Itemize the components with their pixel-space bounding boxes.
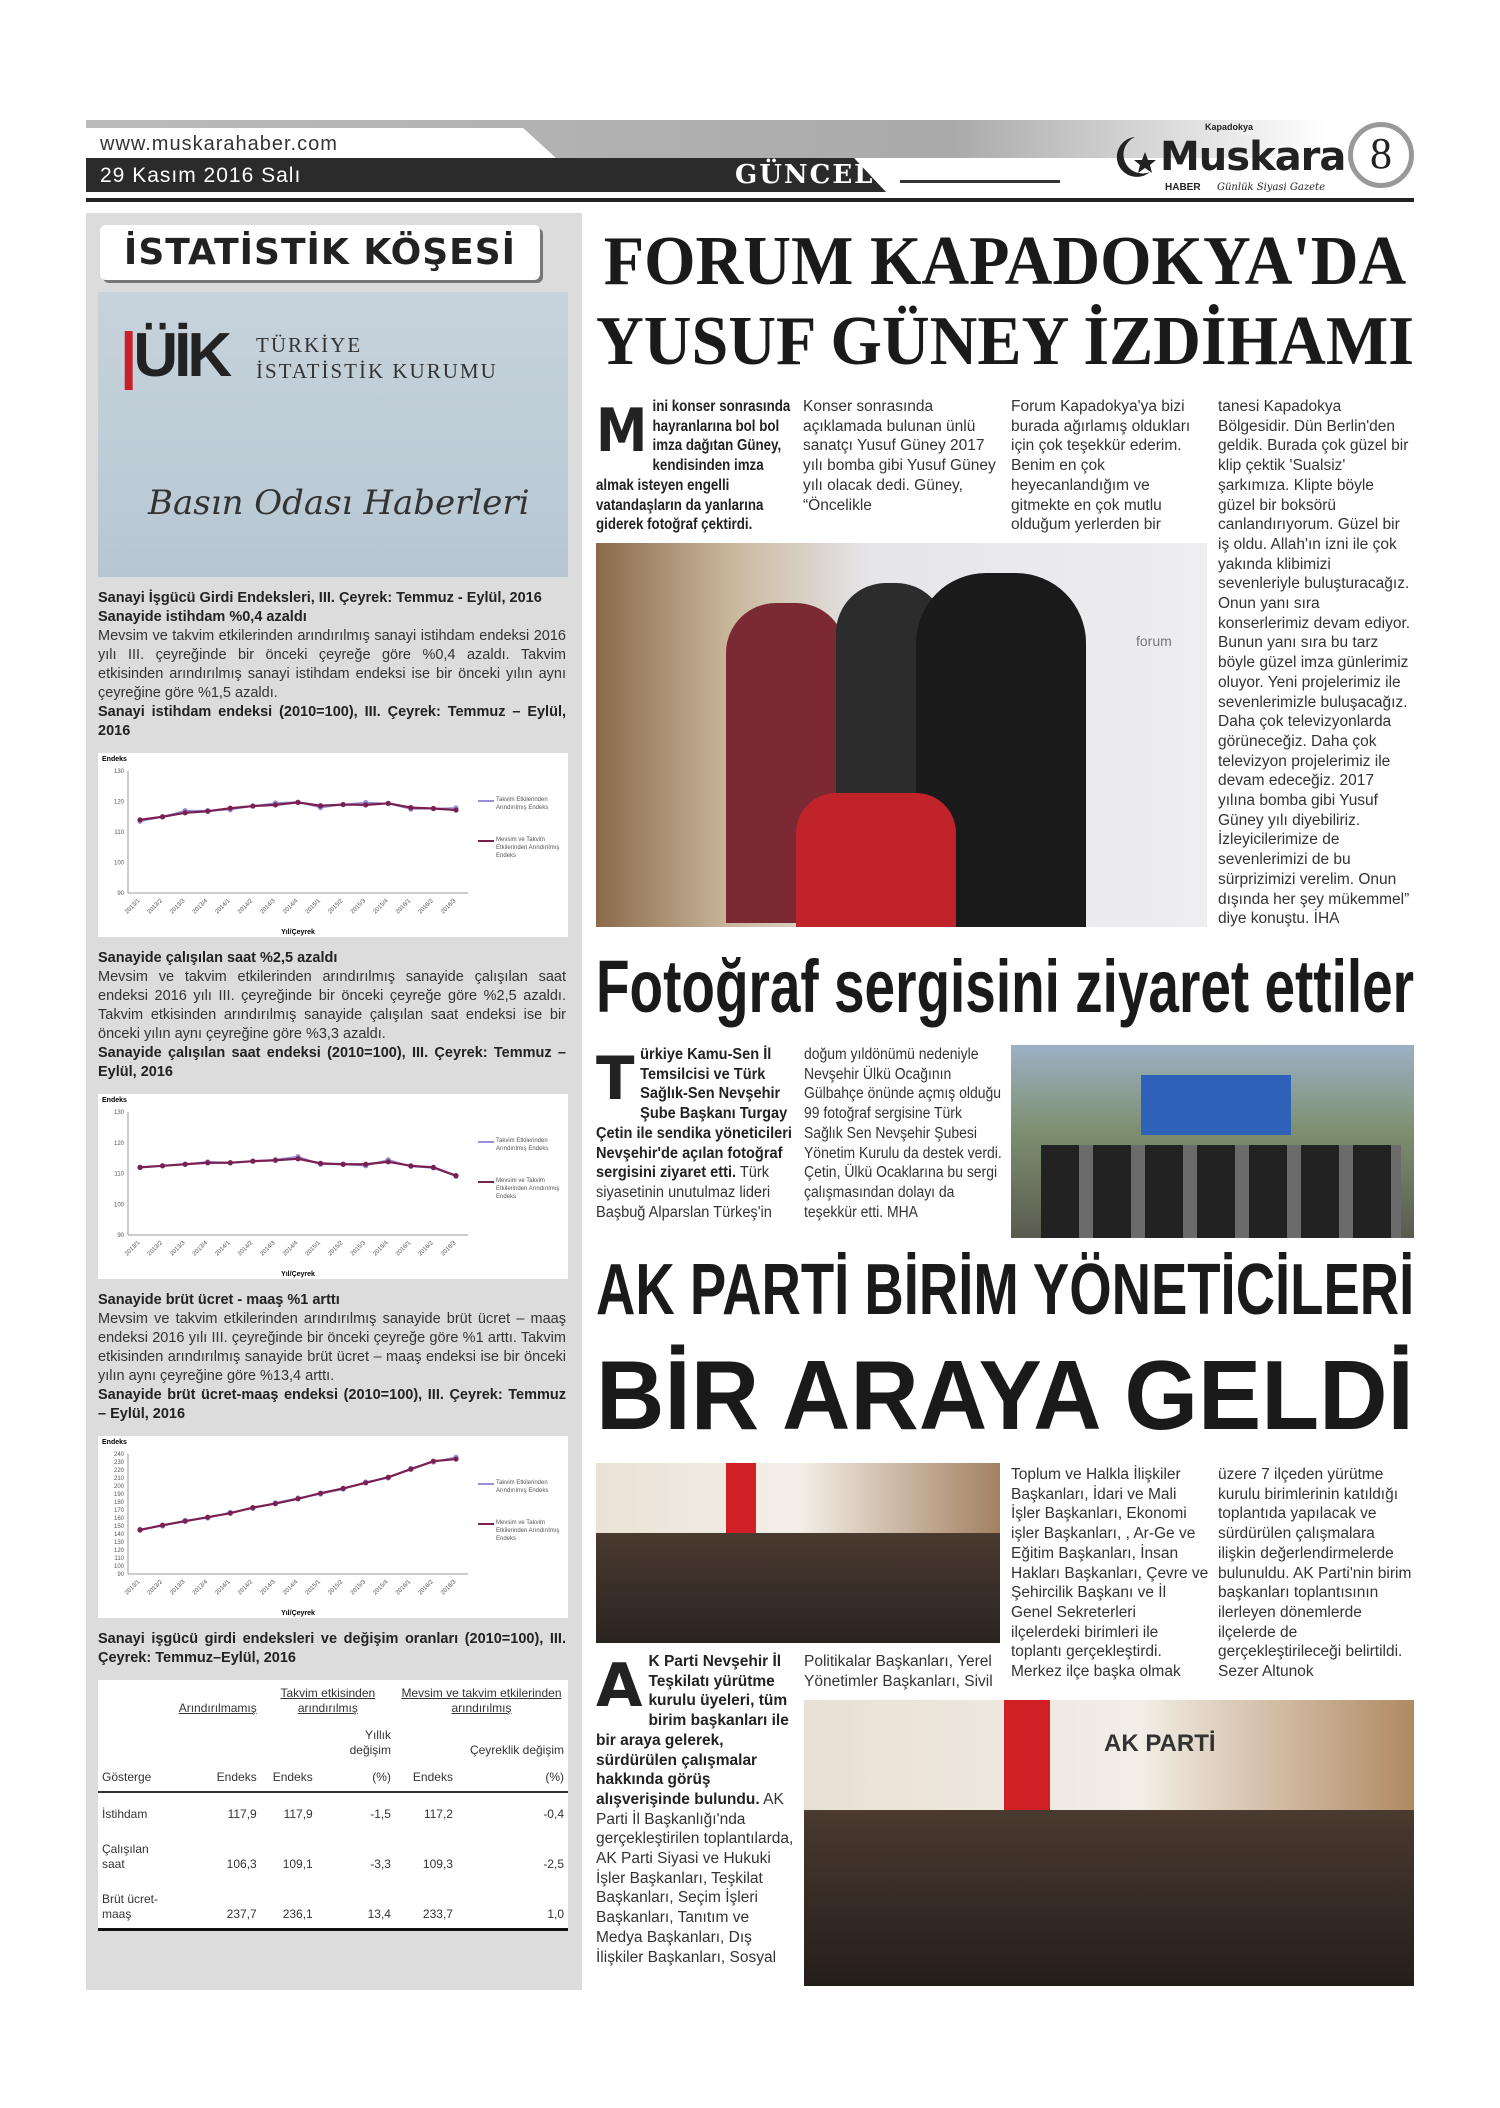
header-rule	[86, 198, 1414, 202]
data-point	[363, 1162, 368, 1167]
x-tick-label: 2016/2	[417, 1579, 435, 1597]
article2-col2: doğum yıldönümü nedeniyle Nevşehir Ülkü Ocağının Gülbahçe önünde açmış olduğu 99 fotoğraf sergisine Türk Sağlık Sen Nevşehir Şubesi Yönetim Kurulu da destek verdi. Çetin, Ülkü Ocaklarına bu sergi çalışmasından dolayı da teşekkür etti. MHA	[804, 1046, 1002, 1221]
x-tick-label: 2013/2	[146, 898, 164, 916]
x-tick-label: 2015/2	[327, 898, 345, 916]
tuik-banner: |ÜİK TÜRKİYE İSTATİSTİK KURUMU Basın Odası Haberleri	[98, 292, 568, 577]
legend-label: Mevsim ve Takvim Etkilerinden Arındırılmış Endeks	[496, 837, 560, 859]
y-tick-label: 100	[113, 1202, 124, 1209]
data-point	[431, 806, 436, 811]
data-point	[250, 1505, 255, 1510]
x-tick-label: 2013/4	[191, 898, 210, 916]
chart-wages	[98, 1436, 568, 1618]
website-url[interactable]: www.muskarahaber.com	[100, 133, 338, 155]
article1-col2: Konser sonrasında açıklamada bulunan ünlü sanatçı Yusuf Güney 2017 yılı bomba gibi Yusuf Güney yılı olacak dedi. Güney, “Öncelikle	[803, 398, 996, 514]
x-tick-label: 2013/3	[169, 1579, 187, 1597]
data-point	[453, 1173, 458, 1178]
x-tick-label: 2015/4	[372, 1579, 390, 1597]
x-tick-label: 2015/4	[372, 1240, 390, 1258]
data-point	[363, 1480, 368, 1485]
data-point	[183, 1519, 188, 1524]
headline-ak-parti-1: AK PARTİ BİRİM YÖNETİCİLERİ	[596, 1250, 1415, 1330]
table-cell: 117,9	[283, 1807, 313, 1821]
table-row	[98, 1878, 568, 1930]
chart-employment	[98, 753, 568, 937]
legend-label: Takvim Etkilerinden Arındırılmış Endeks	[496, 797, 549, 811]
table-cell: İstihdam	[102, 1807, 148, 1821]
article1-col4: tanesi Kapadokya Bölgesidir. Dün Berlin'den geldik. Burada çok güzel bir klip çektik 'Sualsiz' şarkımıza. Klipte böyle güzel bir boksörü canlandırıyorum. Güzel bir iş oldu. Allah'ın izni ile çok yakında klibimizi sevenleriyle buluşturacağız. Onun yanı sıra konserlerimiz devam ediyor. Bunun yanı sıra bu tarz böyle güzel imza günlerimiz oluyor. Yeni projelerimiz ile sevenlerimizle buluşacağız. Daha çok televizyonlarda görüneceğiz. Daha çok televizyon projelerimiz ile devam edeceğiz. 2017 yılına bomba gibi Yusuf Güney yılı diyebiliriz. İzleyicilerimize de sevenlerimizi de bu sürprizimizi verelim. Onun dışında her şey mükemmel” diye konuştu. İHA	[1218, 398, 1411, 928]
data-point	[295, 1156, 300, 1161]
x-tick-label: 2013/4	[191, 1579, 210, 1597]
y-tick-label: 200	[113, 1484, 124, 1490]
x-tick-label: 2015/1	[304, 1240, 322, 1258]
x-axis-label: Yıl/Çeyrek	[281, 1271, 315, 1278]
x-tick-label: 2013/2	[146, 1240, 164, 1258]
photo-exhibition-visit	[1011, 1045, 1414, 1238]
x-tick-label: 2015/2	[327, 1579, 345, 1597]
legend-label: Takvim Etkilerinden Arındırılmış Endeks	[496, 1138, 549, 1152]
headline-photo-exhibition: Fotoğraf sergisini ziyaret ettiler	[596, 945, 1415, 1028]
data-point	[386, 801, 391, 806]
table-cell: 13,4	[367, 1907, 391, 1921]
y-tick-label: 100	[113, 1564, 124, 1570]
data-point	[341, 802, 346, 807]
headline-ak-parti-2: BİR ARAYA GELDİ	[596, 1340, 1414, 1450]
statistics-column	[86, 213, 582, 1990]
table-cell: -1,5	[370, 1807, 391, 1821]
x-tick-label: 2014/2	[237, 1240, 255, 1258]
column-title: İSTATİSTİK KÖŞESİ	[100, 225, 540, 280]
data-point	[183, 810, 188, 815]
data-point	[137, 817, 142, 822]
data-point	[431, 1459, 436, 1464]
x-tick-label: 2013/4	[191, 1240, 210, 1258]
section-title: GÜNCEL	[735, 160, 875, 190]
x-tick-label: 2014/3	[259, 898, 277, 916]
article3-col2: Politikalar Başkanları, Yerel Yönetimler Başkanları, Sivil	[804, 1653, 993, 1690]
table-cell: 117,2	[423, 1807, 453, 1821]
x-tick-label: 2014/3	[259, 1579, 277, 1597]
x-tick-label: 2016/1	[395, 1579, 413, 1597]
article3-col3: Toplum ve Halkla İlişkiler Başkanları, İdari ve Mali İşler Başkanları, Ekonomi işler Başkanları, , Ar-Ge ve Eğitim Başkanları, İnsan Hakları Başkanları, Çevre ve Şehircilik Başkanı ve İl Genel Sekreterleri ilçelerdeki birimleri ile toplantı gerçekleştirdi. Merkez ilçe başka olmak	[1011, 1466, 1209, 1681]
table-row	[98, 1828, 568, 1878]
y-tick-label: 90	[117, 1572, 124, 1578]
table-cell: 109,1	[282, 1857, 313, 1871]
data-point	[318, 1491, 323, 1496]
data-point	[160, 1163, 165, 1168]
x-tick-label: 2014/1	[214, 1240, 232, 1258]
divider	[900, 180, 1060, 183]
data-point	[183, 1162, 188, 1167]
data-point	[250, 803, 255, 808]
data-point	[228, 1511, 233, 1516]
photo-sign: forum	[1136, 633, 1172, 649]
newspaper-logo: Kapadokya Muskara HABER Günlük Siyasi Gazete	[1105, 122, 1340, 196]
x-tick-label: 2015/2	[327, 1240, 345, 1258]
stats-table: Arındırılmamış Takvim etkisinden arındırılmış Mevsim ve takvim etkilerinden arındırılmış Yıllık değişim Çeyreklik değişim Gösterge Endeks Endeks (%) Endeks (%) İstihdam 117,9 117,9 -1,5 117,2 -0,4 Çalışılan saat 106,3 109,1 -3,3 109,3 -2,5 Brüt ücret-maaş 237,7 236,1 13,4 233,7 1,0	[98, 1680, 568, 1931]
table-cell: Çalışılan saat	[102, 1842, 149, 1871]
y-tick-label: 190	[113, 1492, 124, 1498]
x-tick-label: 2016/3	[440, 898, 458, 916]
y-tick-label: 90	[117, 1233, 124, 1239]
data-point	[363, 802, 368, 807]
table-cell: 106,3	[226, 1857, 257, 1871]
table-cell: -2,5	[543, 1857, 564, 1871]
data-point	[160, 1523, 165, 1528]
x-tick-label: 2013/1	[124, 1579, 142, 1597]
x-tick-label: 2015/3	[349, 898, 368, 916]
data-point	[453, 807, 458, 812]
y-tick-label: 120	[113, 1548, 124, 1554]
table-cell: 109,3	[422, 1857, 453, 1871]
y-tick-label: 130	[113, 769, 124, 775]
x-tick-label: 2013/2	[146, 1579, 164, 1597]
x-tick-label: 2014/1	[214, 898, 232, 916]
x-tick-label: 2013/1	[124, 1240, 142, 1258]
legend-label: Mevsim ve Takvim Etkilerinden Arındırılmış Endeks	[496, 1520, 560, 1542]
data-point	[408, 1163, 413, 1168]
article3-col1: A K Parti Nevşehir İl Teşkilatı yürütme kurulu üyeleri, tüm birim başkanları ile bir araya gelerek, sürdürülen çalışmalar hakkında görüş alışverişinde bulundu. AK Parti İl Başkanlığı'nda gerçekleştirilen toplantılarda, AK Parti Siyasi ve Hukuki İşler Başkanları, Teşkilat Başkanları, Seçim İşleri Başkanları, Tanıtım ve Medya Başkanları, Dış İlişkiler Başkanları, Sosyal	[596, 1651, 794, 1966]
table-row	[98, 1792, 568, 1828]
y-tick-label: 240	[113, 1452, 124, 1458]
data-point	[273, 1158, 278, 1163]
x-tick-label: 2014/4	[282, 898, 300, 916]
data-point	[228, 806, 233, 811]
data-point	[341, 1486, 346, 1491]
x-tick-label: 2014/1	[214, 1579, 232, 1597]
x-axis-label: Yıl/Çeyrek	[281, 1610, 315, 1617]
table-cell: -0,4	[543, 1807, 564, 1821]
data-point	[341, 1162, 346, 1167]
x-tick-label: 2015/3	[349, 1240, 368, 1258]
article2-col1: Türkiye Kamu-Sen İl Temsilcisi ve Türk Sağlık-Sen Nevşehir Şube Başkanı Turgay Çetin ile sendika yöneticileri Nevşehir'de açılan fotoğraf sergisini ziyaret etti. Türk siyasetinin unutulmaz lideri Başbuğ Alparslan Türkeş'in	[596, 1044, 792, 1221]
y-tick-label: 180	[113, 1500, 124, 1506]
y-tick-label: 120	[113, 799, 124, 806]
stat-block-3: Sanayide brüt ücret - maaş %1 arttı Mevsim ve takvim etkilerinden arındırılmış sanayide brüt ücret – maaş endeksi 2016 yılı III. çeyreğinde bir önceki çeyreğe göre %1 arttı. Takvim etkisinden arındırılmış sanayide brüt ücret – maaş endeksi ise bir önceki yılın aynı çeyreğine göre %13,4 arttı. Sanayide brüt ücret-maaş endeksi (2010=100), III. Çeyrek: Temmuz – Eylül, 2016	[98, 1292, 566, 1422]
y-axis-label: Endeks	[102, 1439, 127, 1446]
data-point	[318, 1161, 323, 1166]
legend-label: Mevsim ve Takvim Etkilerinden Arındırılmış Endeks	[496, 1178, 560, 1200]
y-tick-label: 110	[114, 830, 124, 836]
data-point	[295, 1496, 300, 1501]
data-point	[408, 1467, 413, 1472]
article3-col4: üzere 7 ilçeden yürütme kurulu birimlerinin katıldığı toplantıda yapılacak ve sürdürülen çalışmalara ilişkin değerlendirmelerde bulunuldu. AK Parti'nin birim başkanları toplantısının ilerleyen dönemlerde ilçelerde de gerçekleştirileceği belirtildi. Sezer Altunok	[1218, 1466, 1412, 1681]
x-tick-label: 2016/3	[440, 1579, 458, 1597]
table-cell: 1,0	[547, 1907, 564, 1921]
y-tick-label: 90	[117, 891, 124, 897]
table-cell: 117,9	[227, 1807, 257, 1821]
y-axis-label: Endeks	[102, 756, 127, 763]
y-tick-label: 170	[113, 1508, 124, 1514]
banner-caption: Basın Odası Haberleri	[148, 483, 530, 523]
y-axis-label: Endeks	[102, 1097, 127, 1104]
stat-block-4: Sanayi işgücü girdi endeksleri ve değişim oranları (2010=100), III. Çeyrek: Temmuz–Eylül, 2016	[98, 1631, 566, 1666]
x-tick-label: 2013/3	[169, 1240, 187, 1258]
x-tick-label: 2015/1	[304, 1579, 322, 1597]
x-tick-label: 2016/3	[440, 1240, 458, 1258]
data-point	[453, 1456, 458, 1461]
data-point	[431, 1165, 436, 1170]
stat-block-1: Sanayi İşgücü Girdi Endeksleri, III. Çeyrek: Temmuz - Eylül, 2016 Sanayide istihdam %0,4 azaldı Mevsim ve takvim etkilerinden arındırılmış sanayi istihdam endeksi 2016 yılı III. çeyreğinde bir önceki çeyreğe göre %0,4 azaldı. Takvim etkisinden arındırılmış sanayi istihdam endeksi ise bir önceki yılın aynı çeyreğine göre %1,5 azaldı. Sanayi istihdam endeksi (2010=100), III. Çeyrek: Temmuz – Eylül, 2016	[98, 590, 566, 739]
x-tick-label: 2016/2	[417, 898, 435, 916]
data-point	[205, 1515, 210, 1520]
x-tick-label: 2014/2	[237, 1579, 255, 1597]
tuik-logo: |ÜİK	[120, 321, 229, 390]
y-tick-label: 130	[113, 1540, 124, 1546]
table-cell: Brüt ücret-maaş	[102, 1892, 159, 1921]
y-tick-label: 110	[114, 1171, 124, 1178]
data-point	[205, 1160, 210, 1165]
issue-date: 29 Kasım 2016 Salı	[100, 164, 302, 187]
data-point	[250, 1159, 255, 1164]
article1-col1: Mini konser sonrasında hayranlarına bol bol imza dağıtan Güney, kendisinden imza almak isteyen engelli vatandaşların da yanlarına giderek fotoğraf çektirdi.	[596, 396, 791, 534]
x-tick-label: 2015/4	[372, 898, 390, 916]
y-tick-label: 230	[113, 1460, 124, 1466]
data-point	[386, 1475, 391, 1480]
crescent-star-icon	[1105, 132, 1165, 182]
table-cell: 237,7	[226, 1907, 257, 1921]
y-tick-label: 140	[113, 1532, 124, 1538]
y-tick-label: 150	[113, 1524, 124, 1530]
x-tick-label: 2014/4	[282, 1240, 300, 1258]
x-tick-label: 2015/1	[304, 898, 322, 916]
data-point	[137, 1527, 142, 1532]
x-tick-label: 2014/4	[282, 1579, 300, 1597]
data-point	[318, 803, 323, 808]
y-tick-label: 220	[113, 1468, 124, 1474]
x-tick-label: 2016/1	[395, 1240, 413, 1258]
article1-col3: Forum Kapadokya'ya bizi burada ağırlamış oldukları için çok teşekkür ederim. Benim en çok heyecanlandığım ve gitmekte en çok mutlu olduğum yerlerden bir	[1011, 398, 1191, 534]
x-tick-label: 2014/2	[237, 898, 255, 916]
data-point	[228, 1160, 233, 1165]
y-tick-label: 210	[113, 1476, 124, 1482]
y-tick-label: 160	[113, 1516, 124, 1522]
page-number: 8	[1348, 122, 1414, 188]
headline-forum: FORUM KAPADOKYA'DA YUSUF GÜNEY İZDİHAMI	[596, 223, 1414, 380]
photo-meeting-2	[804, 1700, 1414, 1986]
data-point	[137, 1165, 142, 1170]
x-axis-label: Yıl/Çeyrek	[281, 929, 315, 936]
table-cell: 236,1	[282, 1907, 313, 1921]
x-tick-label: 2016/2	[417, 1240, 435, 1258]
x-tick-label: 2016/1	[395, 898, 413, 916]
stat-block-2: Sanayide çalışılan saat %2,5 azaldı Mevsim ve takvim etkilerinden arındırılmış sanayide çalışılan saat endeksi 2016 yılı III. çeyreğinde bir önceki çeyreğe göre %2,5 azaldı. Takvim etkisinden arındırılmış sanayide çalışılan saat endeksi ise bir önceki yılın aynı çeyreğine göre %3,3 azaldı. Sanayide çalışılan saat endeksi (2010=100), III. Çeyrek: Temmuz – Eylül, 2016	[98, 950, 566, 1080]
data-point	[386, 1159, 391, 1164]
x-tick-label: 2013/1	[124, 898, 142, 916]
y-tick-label: 100	[113, 860, 124, 867]
table-cell: 233,7	[422, 1907, 453, 1921]
photo-meeting-1	[596, 1463, 1000, 1643]
data-point	[160, 814, 165, 819]
y-tick-label: 110	[114, 1556, 124, 1562]
x-tick-label: 2013/3	[169, 898, 187, 916]
table-cell: -3,3	[370, 1857, 391, 1871]
x-tick-label: 2014/3	[259, 1240, 277, 1258]
photo-yusuf-guney	[596, 543, 1207, 927]
x-tick-label: 2015/3	[349, 1579, 368, 1597]
y-tick-label: 120	[113, 1140, 124, 1147]
y-tick-label: 130	[113, 1110, 124, 1116]
data-point	[273, 1501, 278, 1506]
data-point	[205, 809, 210, 814]
data-point	[273, 802, 278, 807]
data-point	[295, 800, 300, 805]
data-point	[408, 805, 413, 810]
photo-sign: AK PARTİ	[1104, 1730, 1216, 1757]
legend-label: Takvim Etkilerinden Arındırılmış Endeks	[496, 1480, 549, 1494]
chart-hours	[98, 1094, 568, 1279]
